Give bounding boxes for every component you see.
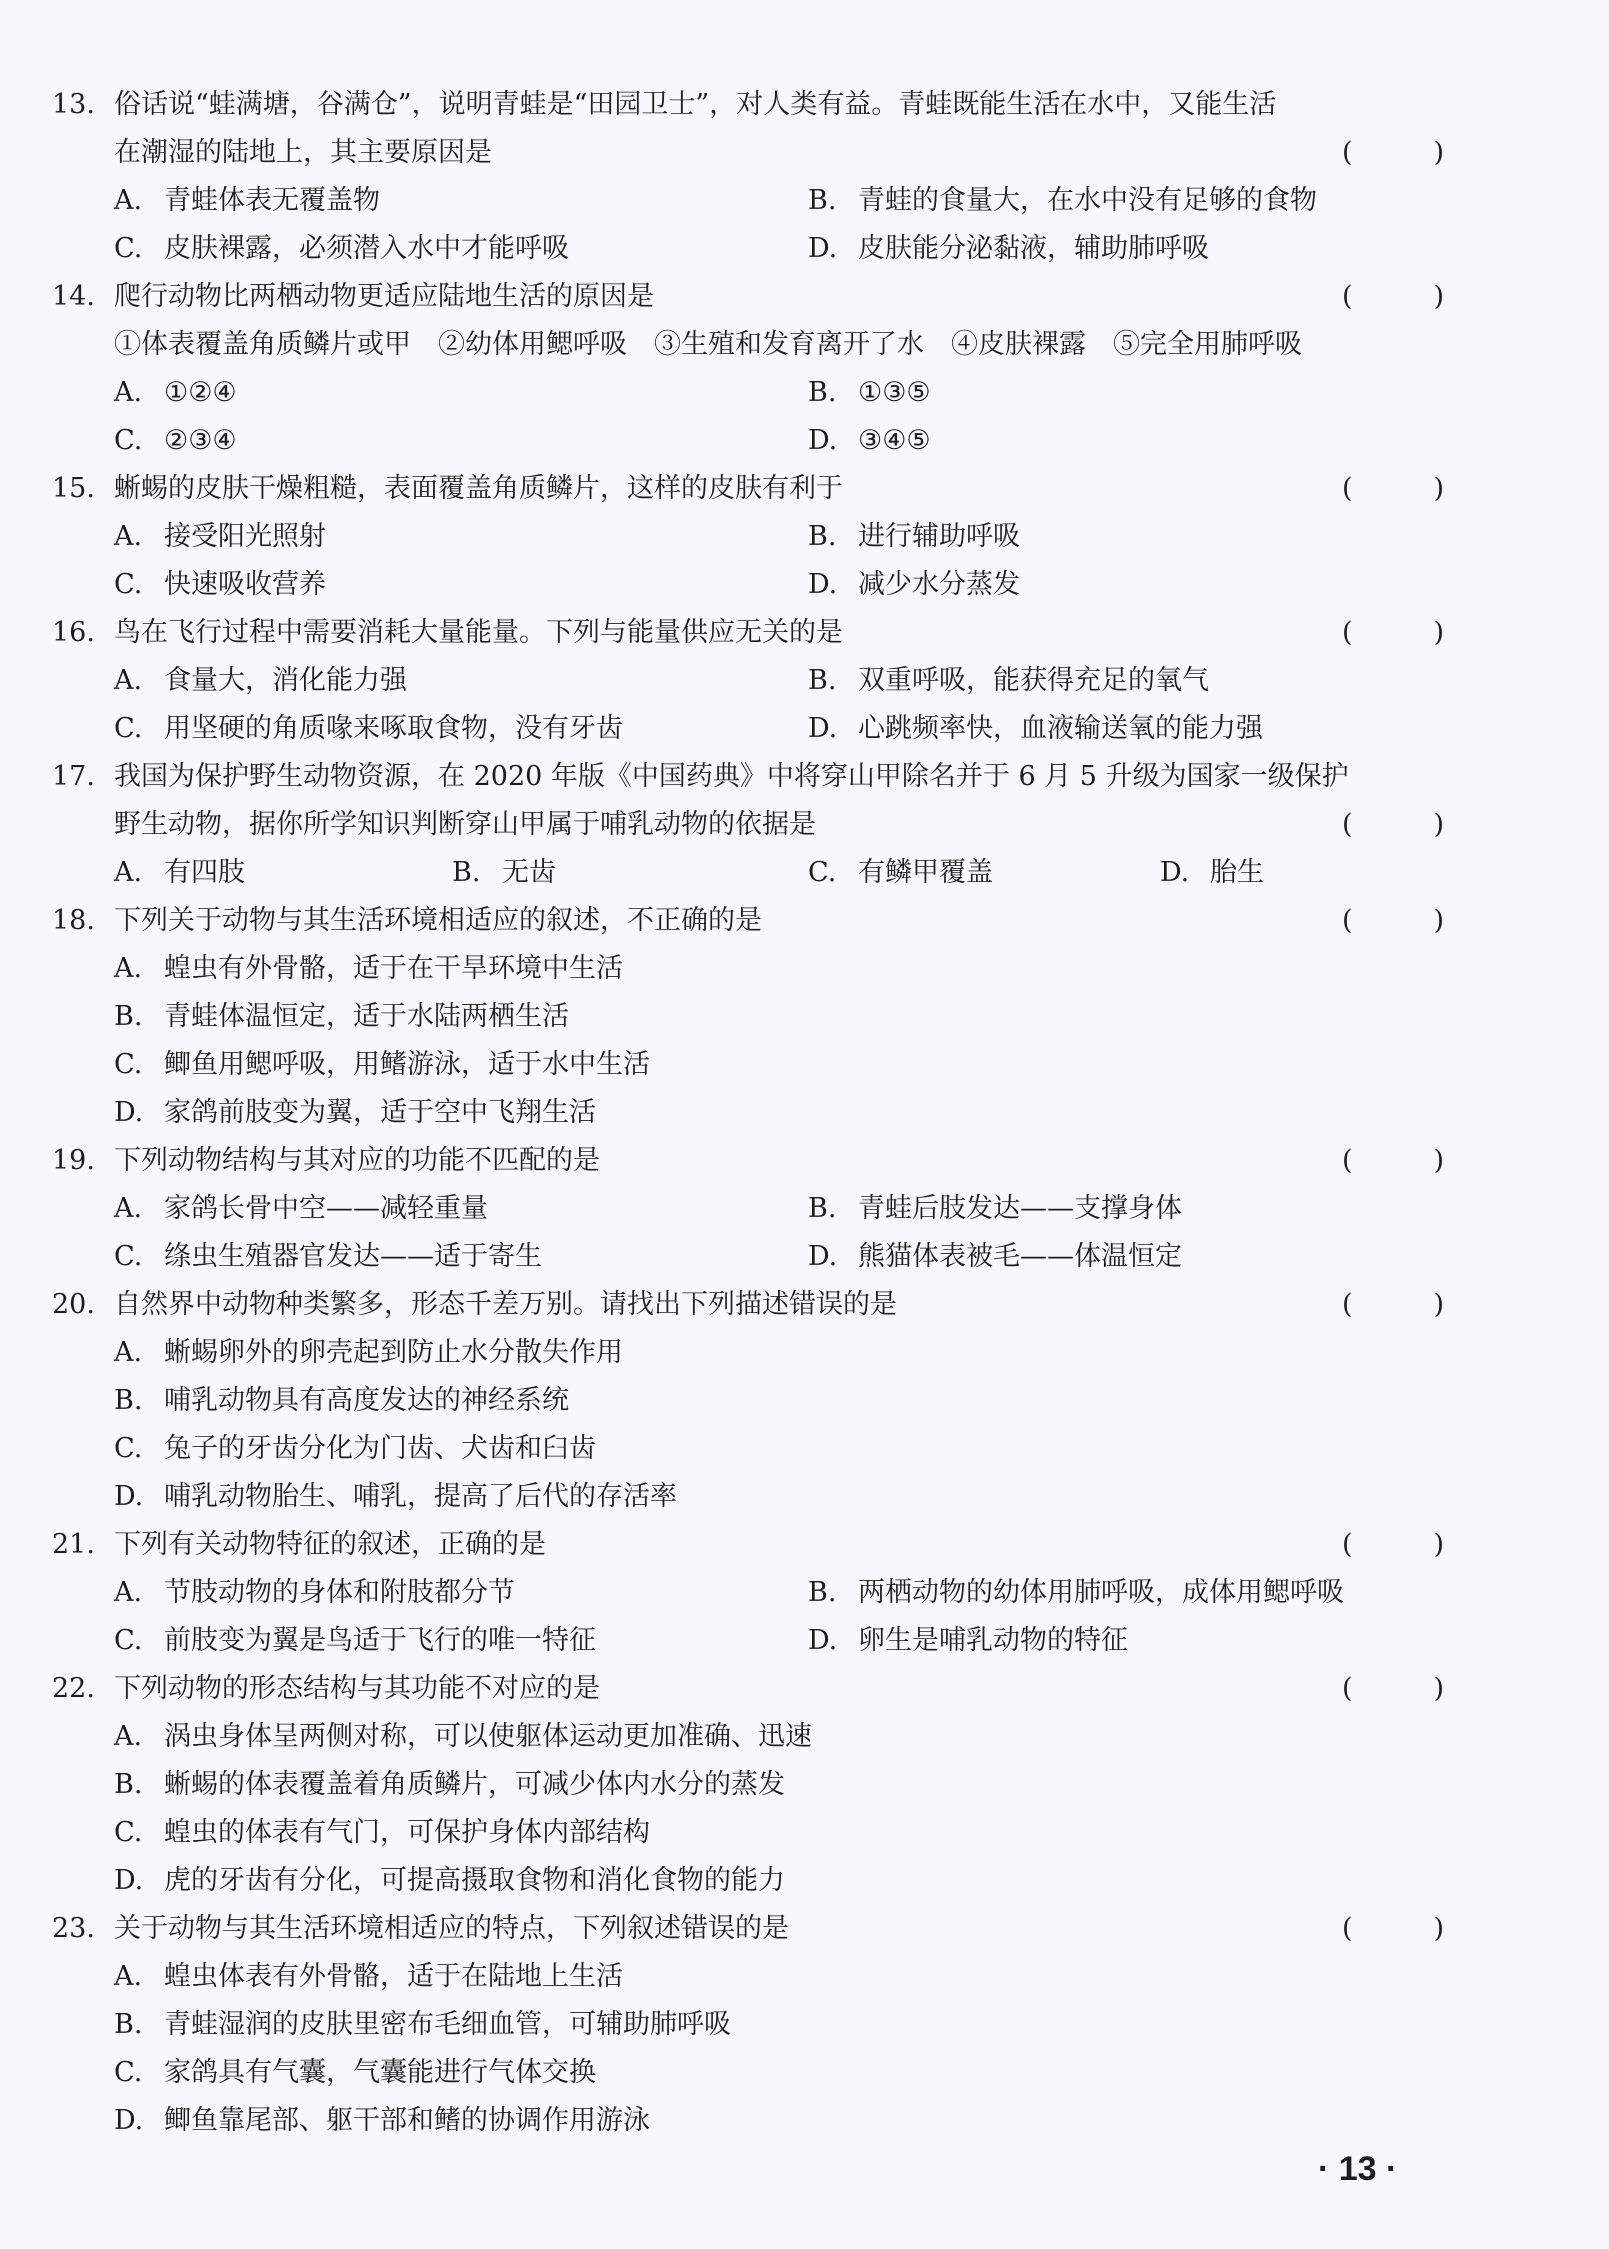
option-c[interactable]: C. 鲫鱼用鳃呼吸，用鳍游泳，适于水中生活: [114, 1049, 650, 1080]
answer-blank[interactable]: ( ): [1342, 1145, 1445, 1176]
question-number: 23.: [52, 1913, 95, 1944]
question-stem-line-2: 在潮湿的陆地上，其主要原因是: [114, 137, 492, 168]
option-d[interactable]: D. 熊猫体表被毛——体温恒定: [808, 1241, 1182, 1272]
option-a[interactable]: A. 青蛙体表无覆盖物: [114, 185, 380, 216]
question-stem-line-1: 自然界中动物种类繁多，形态千差万别。请找出下列描述错误的是: [114, 1289, 897, 1320]
option-a[interactable]: A. 家鸽长骨中空——减轻重量: [114, 1193, 488, 1224]
option-b[interactable]: B. ①③⑤: [808, 377, 931, 408]
question-number: 21.: [52, 1529, 95, 1560]
option-a[interactable]: A. 涡虫身体呈两侧对称，可以使躯体运动更加准确、迅速: [114, 1721, 812, 1752]
question-stem-line-1: 我国为保护野生动物资源，在 2020 年版《中国药典》中将穿山甲除名并于 6 月 5 升级为国家一级保护: [114, 761, 1349, 792]
option-c[interactable]: C. 用坚硬的角质喙来啄取食物，没有牙齿: [114, 713, 623, 744]
question-number: 22.: [52, 1673, 95, 1704]
option-a[interactable]: A. 蝗虫有外骨骼，适于在干旱环境中生活: [114, 953, 623, 984]
option-d[interactable]: D. 胎生: [1160, 857, 1264, 888]
option-a[interactable]: A. 食量大，消化能力强: [114, 665, 407, 696]
answer-blank[interactable]: ( ): [1342, 905, 1445, 936]
option-b[interactable]: B. 双重呼吸，能获得充足的氧气: [808, 665, 1209, 696]
question-stem-line-1: 俗话说“蛙满塘，谷满仓”，说明青蛙是“田园卫士”，对人类有益。青蛙既能生活在水中，又能生活: [114, 89, 1277, 120]
question-number: 18.: [52, 905, 95, 936]
option-d[interactable]: D. 鲫鱼靠尾部、躯干部和鳍的协调作用游泳: [114, 2105, 650, 2136]
page-number: · 13 ·: [1318, 2150, 1398, 2188]
question-stem-line-1: 下列动物的形态结构与其功能不对应的是: [114, 1673, 600, 1704]
option-b[interactable]: B. 两栖动物的幼体用肺呼吸，成体用鳃呼吸: [808, 1577, 1344, 1608]
option-c[interactable]: C. 兔子的牙齿分化为门齿、犬齿和臼齿: [114, 1433, 596, 1464]
option-c[interactable]: C. ②③④: [114, 425, 237, 456]
answer-blank[interactable]: ( ): [1342, 809, 1445, 840]
question-stem-line-1: 下列有关动物特征的叙述，正确的是: [114, 1529, 546, 1560]
question-number: 16.: [52, 617, 95, 648]
answer-blank[interactable]: ( ): [1342, 473, 1445, 504]
question-stem-line-1: 爬行动物比两栖动物更适应陆地生活的原因是: [114, 281, 654, 312]
question-stem-line-1: 下列关于动物与其生活环境相适应的叙述，不正确的是: [114, 905, 762, 936]
answer-blank[interactable]: ( ): [1342, 617, 1445, 648]
option-a[interactable]: A. ①②④: [114, 377, 237, 408]
option-c[interactable]: C. 绦虫生殖器官发达——适于寄生: [114, 1241, 542, 1272]
option-c[interactable]: C. 皮肤裸露，必须潜入水中才能呼吸: [114, 233, 569, 264]
option-b[interactable]: B. 青蛙体温恒定，适于水陆两栖生活: [114, 1001, 569, 1032]
option-d[interactable]: D. 皮肤能分泌黏液，辅助肺呼吸: [808, 233, 1209, 264]
answer-blank[interactable]: ( ): [1342, 281, 1445, 312]
option-b[interactable]: B. 青蛙后肢发达——支撑身体: [808, 1193, 1182, 1224]
option-a[interactable]: A. 有四肢: [114, 857, 245, 888]
option-d[interactable]: D. 家鸽前肢变为翼，适于空中飞翔生活: [114, 1097, 596, 1128]
option-b[interactable]: B. 青蛙的食量大，在水中没有足够的食物: [808, 185, 1317, 216]
question-stem-line-1: 鸟在飞行过程中需要消耗大量能量。下列与能量供应无关的是: [114, 617, 843, 648]
option-d[interactable]: D. 减少水分蒸发: [808, 569, 1020, 600]
option-b[interactable]: B. 蜥蜴的体表覆盖着角质鳞片，可减少体内水分的蒸发: [114, 1769, 785, 1800]
statement-list: ①体表覆盖角质鳞片或甲 ②幼体用鳃呼吸 ③生殖和发育离开了水 ④皮肤裸露 ⑤完全用肺呼吸: [114, 329, 1302, 360]
option-c[interactable]: C. 快速吸收营养: [114, 569, 326, 600]
question-number: 14.: [52, 281, 95, 312]
option-d[interactable]: D. ③④⑤: [808, 425, 931, 456]
option-b[interactable]: B. 进行辅助呼吸: [808, 521, 1020, 552]
option-a[interactable]: A. 蜥蜴卵外的卵壳起到防止水分散失作用: [114, 1337, 623, 1368]
answer-blank[interactable]: ( ): [1342, 1673, 1445, 1704]
answer-blank[interactable]: ( ): [1342, 1529, 1445, 1560]
option-b[interactable]: B. 哺乳动物具有高度发达的神经系统: [114, 1385, 569, 1416]
question-number: 19.: [52, 1145, 95, 1176]
question-number: 17.: [52, 761, 95, 792]
option-d[interactable]: D. 卵生是哺乳动物的特征: [808, 1625, 1128, 1656]
option-a[interactable]: A. 蝗虫体表有外骨骼，适于在陆地上生活: [114, 1961, 623, 1992]
answer-blank[interactable]: ( ): [1342, 1913, 1445, 1944]
option-a[interactable]: A. 接受阳光照射: [114, 521, 326, 552]
answer-blank[interactable]: ( ): [1342, 137, 1445, 168]
question-number: 15.: [52, 473, 95, 504]
option-c[interactable]: C. 前肢变为翼是鸟适于飞行的唯一特征: [114, 1625, 596, 1656]
question-stem-line-1: 下列动物结构与其对应的功能不匹配的是: [114, 1145, 600, 1176]
option-d[interactable]: D. 哺乳动物胎生、哺乳，提高了后代的存活率: [114, 1481, 677, 1512]
option-d[interactable]: D. 心跳频率快，血液输送氧的能力强: [808, 713, 1263, 744]
option-c[interactable]: C. 蝗虫的体表有气门，可保护身体内部结构: [114, 1817, 650, 1848]
option-b[interactable]: B. 青蛙湿润的皮肤里密布毛细血管，可辅助肺呼吸: [114, 2009, 731, 2040]
option-a[interactable]: A. 节肢动物的身体和附肢都分节: [114, 1577, 515, 1608]
option-b[interactable]: B. 无齿: [452, 857, 556, 888]
question-stem-line-1: 蜥蜴的皮肤干燥粗糙，表面覆盖角质鳞片，这样的皮肤有利于: [114, 473, 843, 504]
question-stem-line-2: 野生动物，据你所学知识判断穿山甲属于哺乳动物的依据是: [114, 809, 816, 840]
answer-blank[interactable]: ( ): [1342, 1289, 1445, 1320]
option-c[interactable]: C. 有鳞甲覆盖: [808, 857, 993, 888]
option-c[interactable]: C. 家鸽具有气囊，气囊能进行气体交换: [114, 2057, 596, 2088]
question-number: 13.: [52, 89, 95, 120]
question-stem-line-1: 关于动物与其生活环境相适应的特点，下列叙述错误的是: [114, 1913, 789, 1944]
question-number: 20.: [52, 1289, 95, 1320]
option-d[interactable]: D. 虎的牙齿有分化，可提高摄取食物和消化食物的能力: [114, 1865, 785, 1896]
